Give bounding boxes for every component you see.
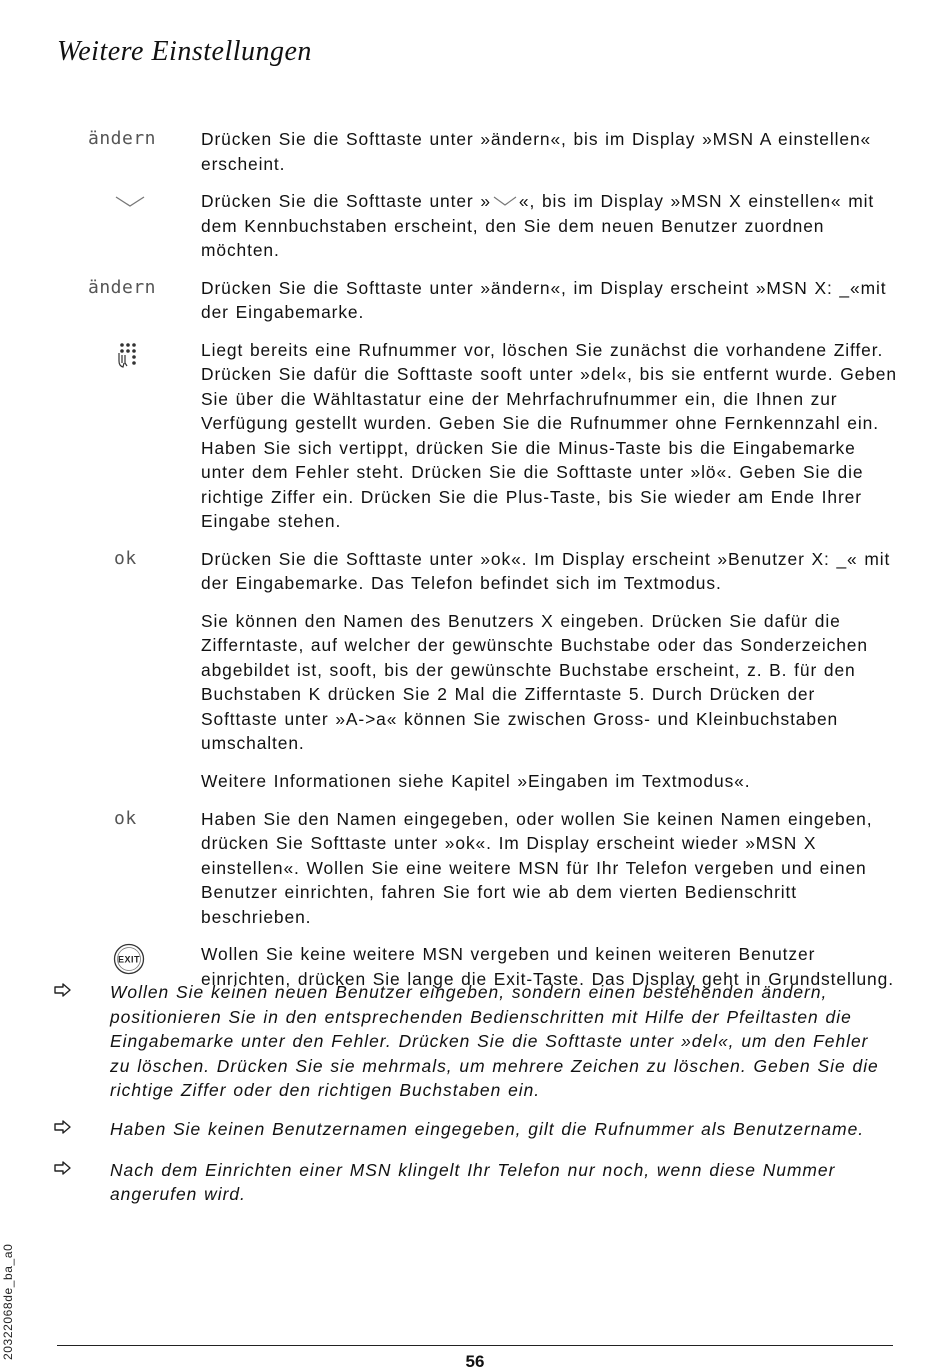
notes (54, 980, 894, 1221)
arrow-right-icon (54, 1120, 72, 1134)
step-text: Haben Sie den Namen eingegeben, oder wollen Sie keinen Namen eingeben, drücken Sie Softtaste unter »ok«. Im Display erscheint wieder »MSN X einstellen«. Wollen Sie eine weitere MSN für Ihr Telefon vergeben und einen Benutzer einrichten, fahren Sie fort wie ab dem vierten Bedienschritt beschrieben. (201, 808, 873, 927)
softkey-label-aendern: ändern (88, 128, 157, 149)
note-text: Nach dem Einrichten einer MSN klingelt Ihr Telefon nur noch, wenn diese Nummer angerufen wird. (110, 1159, 836, 1204)
step-change-2 (88, 276, 898, 325)
step-text: Liegt bereits eine Rufnummer vor, löschen Sie zunächst die vorhandene Ziffer. Drücken Sie dafür die Softtaste sooft unter »del«, bis sie entfernt wurde. Geben Sie über die Wähltastatur eine der Mehrfachrufnummer ein, die Ihnen zur Verfügung gestellt wurden. Geben Sie die Rufnummer ohne Fernkennzahl ein. Haben Sie sich vertippt, drücken Sie die Minus-Taste bis die Eingabemarke unter dem Fehler steht. Drücken Sie die Softtaste unter »lö«. Geben Sie die richtige Ziffer ein. Drücken Sie die Plus-Taste, bis Sie wieder am Ende Ihrer Eingabe stehen. (201, 339, 897, 531)
step-ok-2 (88, 807, 898, 930)
chevron-down-icon (114, 194, 146, 210)
step-scroll-down (88, 189, 898, 263)
note-text: Haben Sie keinen Benutzernamen eingegeben, gilt die Rufnummer als Benutzername. (110, 1118, 865, 1139)
empty-key (88, 609, 201, 634)
softkey-chevron (88, 189, 201, 214)
arrow-right-icon (54, 1161, 72, 1175)
note-text: Wollen Sie keinen neuen Benutzer eingeben, sondern einen bestehenden ändern, positionieren Sie in den entsprechenden Bedienschritten mit Hilfe der Pfeiltasten die Eingabemarke unter den Fehler. Drücken Sie die Softtaste unter »del«, um den Fehler zu löschen. Drücken Sie sie mehrmals, um mehrere Zeichen zu löschen. Geben Sie die richtige Ziffer oder den richtigen Buchstaben ein. (110, 982, 879, 1100)
arrow-right-icon (54, 983, 72, 997)
note-arrow (54, 1158, 110, 1185)
exit-key-label: EXIT (117, 954, 141, 965)
chevron-down-icon (492, 195, 518, 209)
step-more-info (88, 769, 898, 794)
note-item (54, 1117, 894, 1144)
note-arrow (54, 1117, 110, 1144)
note-item (54, 1158, 894, 1207)
step-text-after: «, bis im Display »MSN X einstellen« mit dem Kennbuchstaben erscheint, den Sie dem neuen Benutzer zuordnen möchten. (201, 191, 875, 260)
step-text: Weitere Informationen siehe Kapitel »Eingaben im Textmodus«. (201, 770, 751, 791)
softkey-label-ok (88, 547, 201, 572)
step-text: Wollen Sie keine weitere MSN vergeben und keinen weiteren Benutzer einrichten, drücken Sie lange die Exit-Taste. Das Display geht in Grundstellung. (201, 944, 894, 989)
softkey-label-ok (88, 807, 201, 832)
footer-divider (57, 1345, 893, 1346)
empty-key (88, 769, 201, 794)
instruction-steps (88, 127, 898, 1004)
exit-key (88, 942, 201, 967)
step-ok-1 (88, 547, 898, 596)
step-text: Drücken Sie die Softtaste unter »ok«. Im Display erscheint »Benutzer X: _« mit der Eingabemarke. Das Telefon befindet sich im Textmodus. (201, 548, 891, 593)
keypad-hand-icon (116, 341, 142, 371)
page-number: 56 (465, 1352, 485, 1371)
note-arrow (54, 980, 110, 1007)
step-change-1 (88, 127, 898, 176)
step-enter-number (88, 338, 898, 534)
softkey-label-ok-text: ok (114, 807, 137, 829)
step-text: Drücken Sie die Softtaste unter »ändern«, bis im Display »MSN A einstellen« erscheint. (201, 129, 872, 174)
keypad-key (88, 338, 201, 363)
step-text (201, 189, 898, 263)
document-code: 20322068de_ba_a0 (1, 1243, 15, 1360)
exit-key-icon (113, 943, 145, 975)
step-text: Sie können den Namen des Benutzers X eingeben. Drücken Sie dafür die Zifferntaste, auf welcher der gewünschte Buchstabe oder das Sonderzeichen abgebildet ist, sooft, bis der gewünschte Buchstabe erscheint, z. B. für den Buchstaben K drücken Sie 2 Mal die Zifferntaste 5. Durch Drücken der Softtaste unter »A->a« können Sie zwischen Gross- und Kleinbuchstaben umschalten. (201, 610, 868, 753)
page-title: Weitere Einstellungen (57, 36, 312, 67)
step-text-before: Drücken Sie die Softtaste unter » (201, 191, 491, 211)
note-item (54, 980, 894, 1103)
softkey-label-ok-text: ok (114, 547, 137, 569)
step-text: Drücken Sie die Softtaste unter »ändern«, im Display erscheint »MSN X: _«mit der Eingabemarke. (201, 277, 887, 322)
step-name-input (88, 609, 898, 756)
softkey-label-aendern: ändern (88, 276, 157, 298)
